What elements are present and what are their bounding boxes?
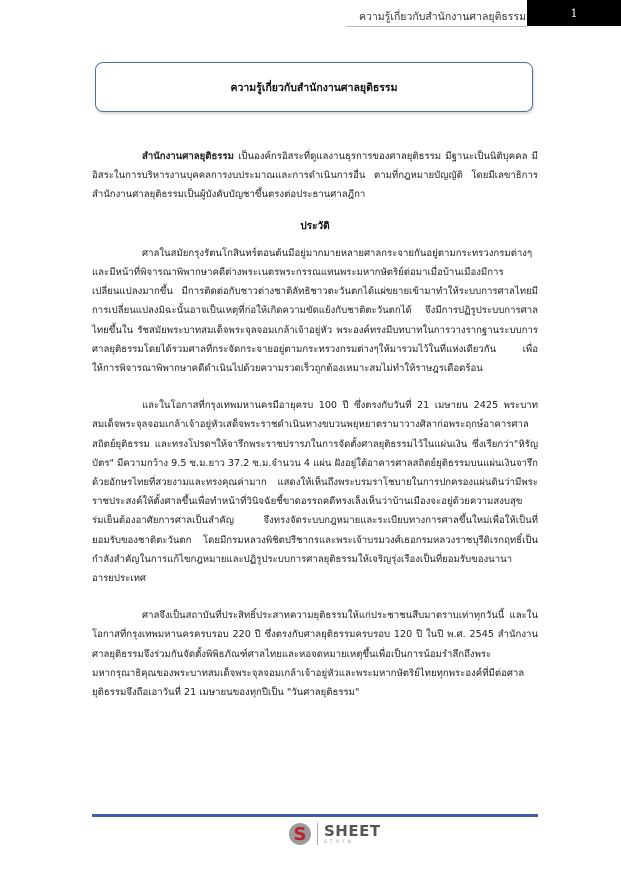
logo-wordmark (324, 821, 381, 845)
logo-separator (317, 823, 318, 845)
document-body (92, 147, 538, 702)
document-title-box (95, 62, 533, 112)
logo-main-text: SHEET (324, 821, 381, 840)
footer-rule (92, 814, 538, 817)
intro-paragraph (92, 147, 538, 205)
section-heading-history: ประวัติ (300, 220, 330, 232)
history-paragraph-2: และในโอกาสที่กรุงเทพมหานครมีอายุครบ 100 ปี ซึ่งตรงกับวันที่ 21 เมษายน 2425 พระบาทสมเด็จพระจุลจอมเกล้าเจ้าอยู่หัวเสด็จพระราชดำเนินทางขบวนพยุหยาตรามาวางศิลาก่อพระฤกษ์อาคารศาลสถิตย์ยุติธรรม และทรงโปรดฯให้จารึกพระราชปรารภในการจัดตั้งศาลยุติธรรมไว้ในแผ่นเงิน ซึ่งเรียกว่า"หิรัญบัตร" มีความกว้าง 9.5 ซ.ม.ยาว 37.2 ซ.ม.จำนวน 4 แผ่น ฝังอยู่ใต้อาคารศาลสถิตย์ยุติธรรมบนแผ่นเงินจารึกด้วยอักษรไทยที่สวยงามและทรงคุณค่ามาก แสดงให้เห็นถึงพระบรมราโชบายในการปกครองแผ่นดินว่ามีพระราชประสงค์ให้ตั้งศาลขึ้นเพื่อทำหน้าที่วินิจฉัยชี้ขาดอรรถคดีทรงเล็งเห็นว่าบ้านเมืองจะอยู่ด้วยความสงบสุขร่มเย็นต้องอาศัยการศาลเป็นสำคัญ จึงทรงจัดระบบกฎหมายและระเบียบทางการศาลขึ้นใหม่เพื่อให้เป็นที่ยอมรับของชาติตะวันตก โดยมีกรมหลวงพิชิตปรีชากรและพระเจ้าบรมวงศ์เธอกรมหลวงราชบุรีดิเรกฤทธิ์เป็นกำลังสำคัญในการแก้ไขกฎหมายและปฏิรูประบบการศาลยุติธรรมให้เจริญรุ่งเรืองเป็นที่ยอมรับของนานาอารยประเทศ (92, 400, 538, 585)
page-number-box: 1 (527, 0, 621, 26)
intro-text: เป็นองค์กรอิสระที่ดูแลงานธุรการของศาลยุติธรรม มีฐานะเป็นนิติบุคคล มีอิสระในการบริหารงานบุคคลการงบประมาณและการดำเนินการอื่น ตามที่กฎหมายบัญญัติ โดยมีเลขาธิการสำนักงานศาลยุติธรรมเป็นผู้บังคับบัญชาขึ้นตรงต่อประธานศาลฎีกา (92, 151, 538, 201)
logo-sub-text: store (324, 837, 355, 845)
header-rule (346, 26, 527, 27)
history-paragraph-3: ศาลจึงเป็นสถาบันที่ประสิทธิ์ประสาทความยุติธรรมให้แก่ประชาชนสืบมาตราบเท่าทุกวันนี้ และในโอกาสที่กรุงเทพมหานครครบรอบ 220 ปี ซึ่งตรงกับศาลยุติธรรมครบรอบ 120 ปี ในปี พ.ศ. 2545 สำนักงานศาลยุติธรรมจึงร่วมกันจัดตั้งพิพิธภัณฑ์ศาลไทยและหอจดหมายเหตุขึ้นเพื่อเป็นการน้อมรำลึกถึงพระมหากรุณาธิคุณของพระบาทสมเด็จพระจุลจอมเกล้าเจ้าอยู่หัวและพระมหากษัตริย์ไทยทุกพระองค์ที่มีต่อศาลยุติธรรมจึงถือเอาวันที่ 21 เมษายนของทุกปีเป็น "วันศาลยุติธรรม" (92, 610, 538, 699)
history-paragraph-1: ศาลในสมัยกรุงรัตนโกสินทร์ตอนต้นมีอยู่มากมายหลายศาลกระจายกันอยู่ตามกระทรวงกรมต่างๆ และมีหน้าที่พิจารณาพิพากษาคดีต่างพระเนตรพระกรรณแทนพระมหากษัตริย์ต่อมาเมื่อบ้านเมืองมีการเปลี่ยนแปลงมากขึ้น มีการติดต่อกับชาวต่างชาติลัทธิชาวตะวันตกได้แผ่ขยายเข้ามาทำให้ระบบการศาลไทยมีการเปลี่ยนแปลงมิฉะนั้นอาจเป็นเหตุที่ก่อให้เกิดความขัดแย้งกับชาติตะวันตกได้ จึงมีการปฏิรูประบบการศาลไทยขึ้นใน รัชสมัยพระบาทสมเด็จพระจุลจอมเกล้าเจ้าอยู่หัว พระองค์ทรงมีบทบาทในการวางรากฐานระบบการศาลยุติธรรมโดยได้รวมศาลที่กระจัดกระจายอยู่ตามกระทรวงกรมต่างๆให้มารวมไว้ในที่แห่งเดียวกัน เพื่อให้การพิจารณาพิพากษาคดีดำเนินไปด้วยความรวดเร็วถูกต้องเหมาะสมไม่ทำให้ราษฎรเดือดร้อน (92, 247, 538, 375)
document-title: ความรู้เกี่ยวกับสำนักงานศาลยุติธรรม (230, 81, 398, 94)
intro-bold-lead: สำนักงานศาลยุติธรรม (142, 151, 234, 162)
running-header-title: ความรู้เกี่ยวกับสำนักงานศาลยุติธรรม (358, 11, 526, 23)
sheet-store-logo-icon: S (289, 823, 311, 845)
footer-logo (289, 823, 381, 845)
